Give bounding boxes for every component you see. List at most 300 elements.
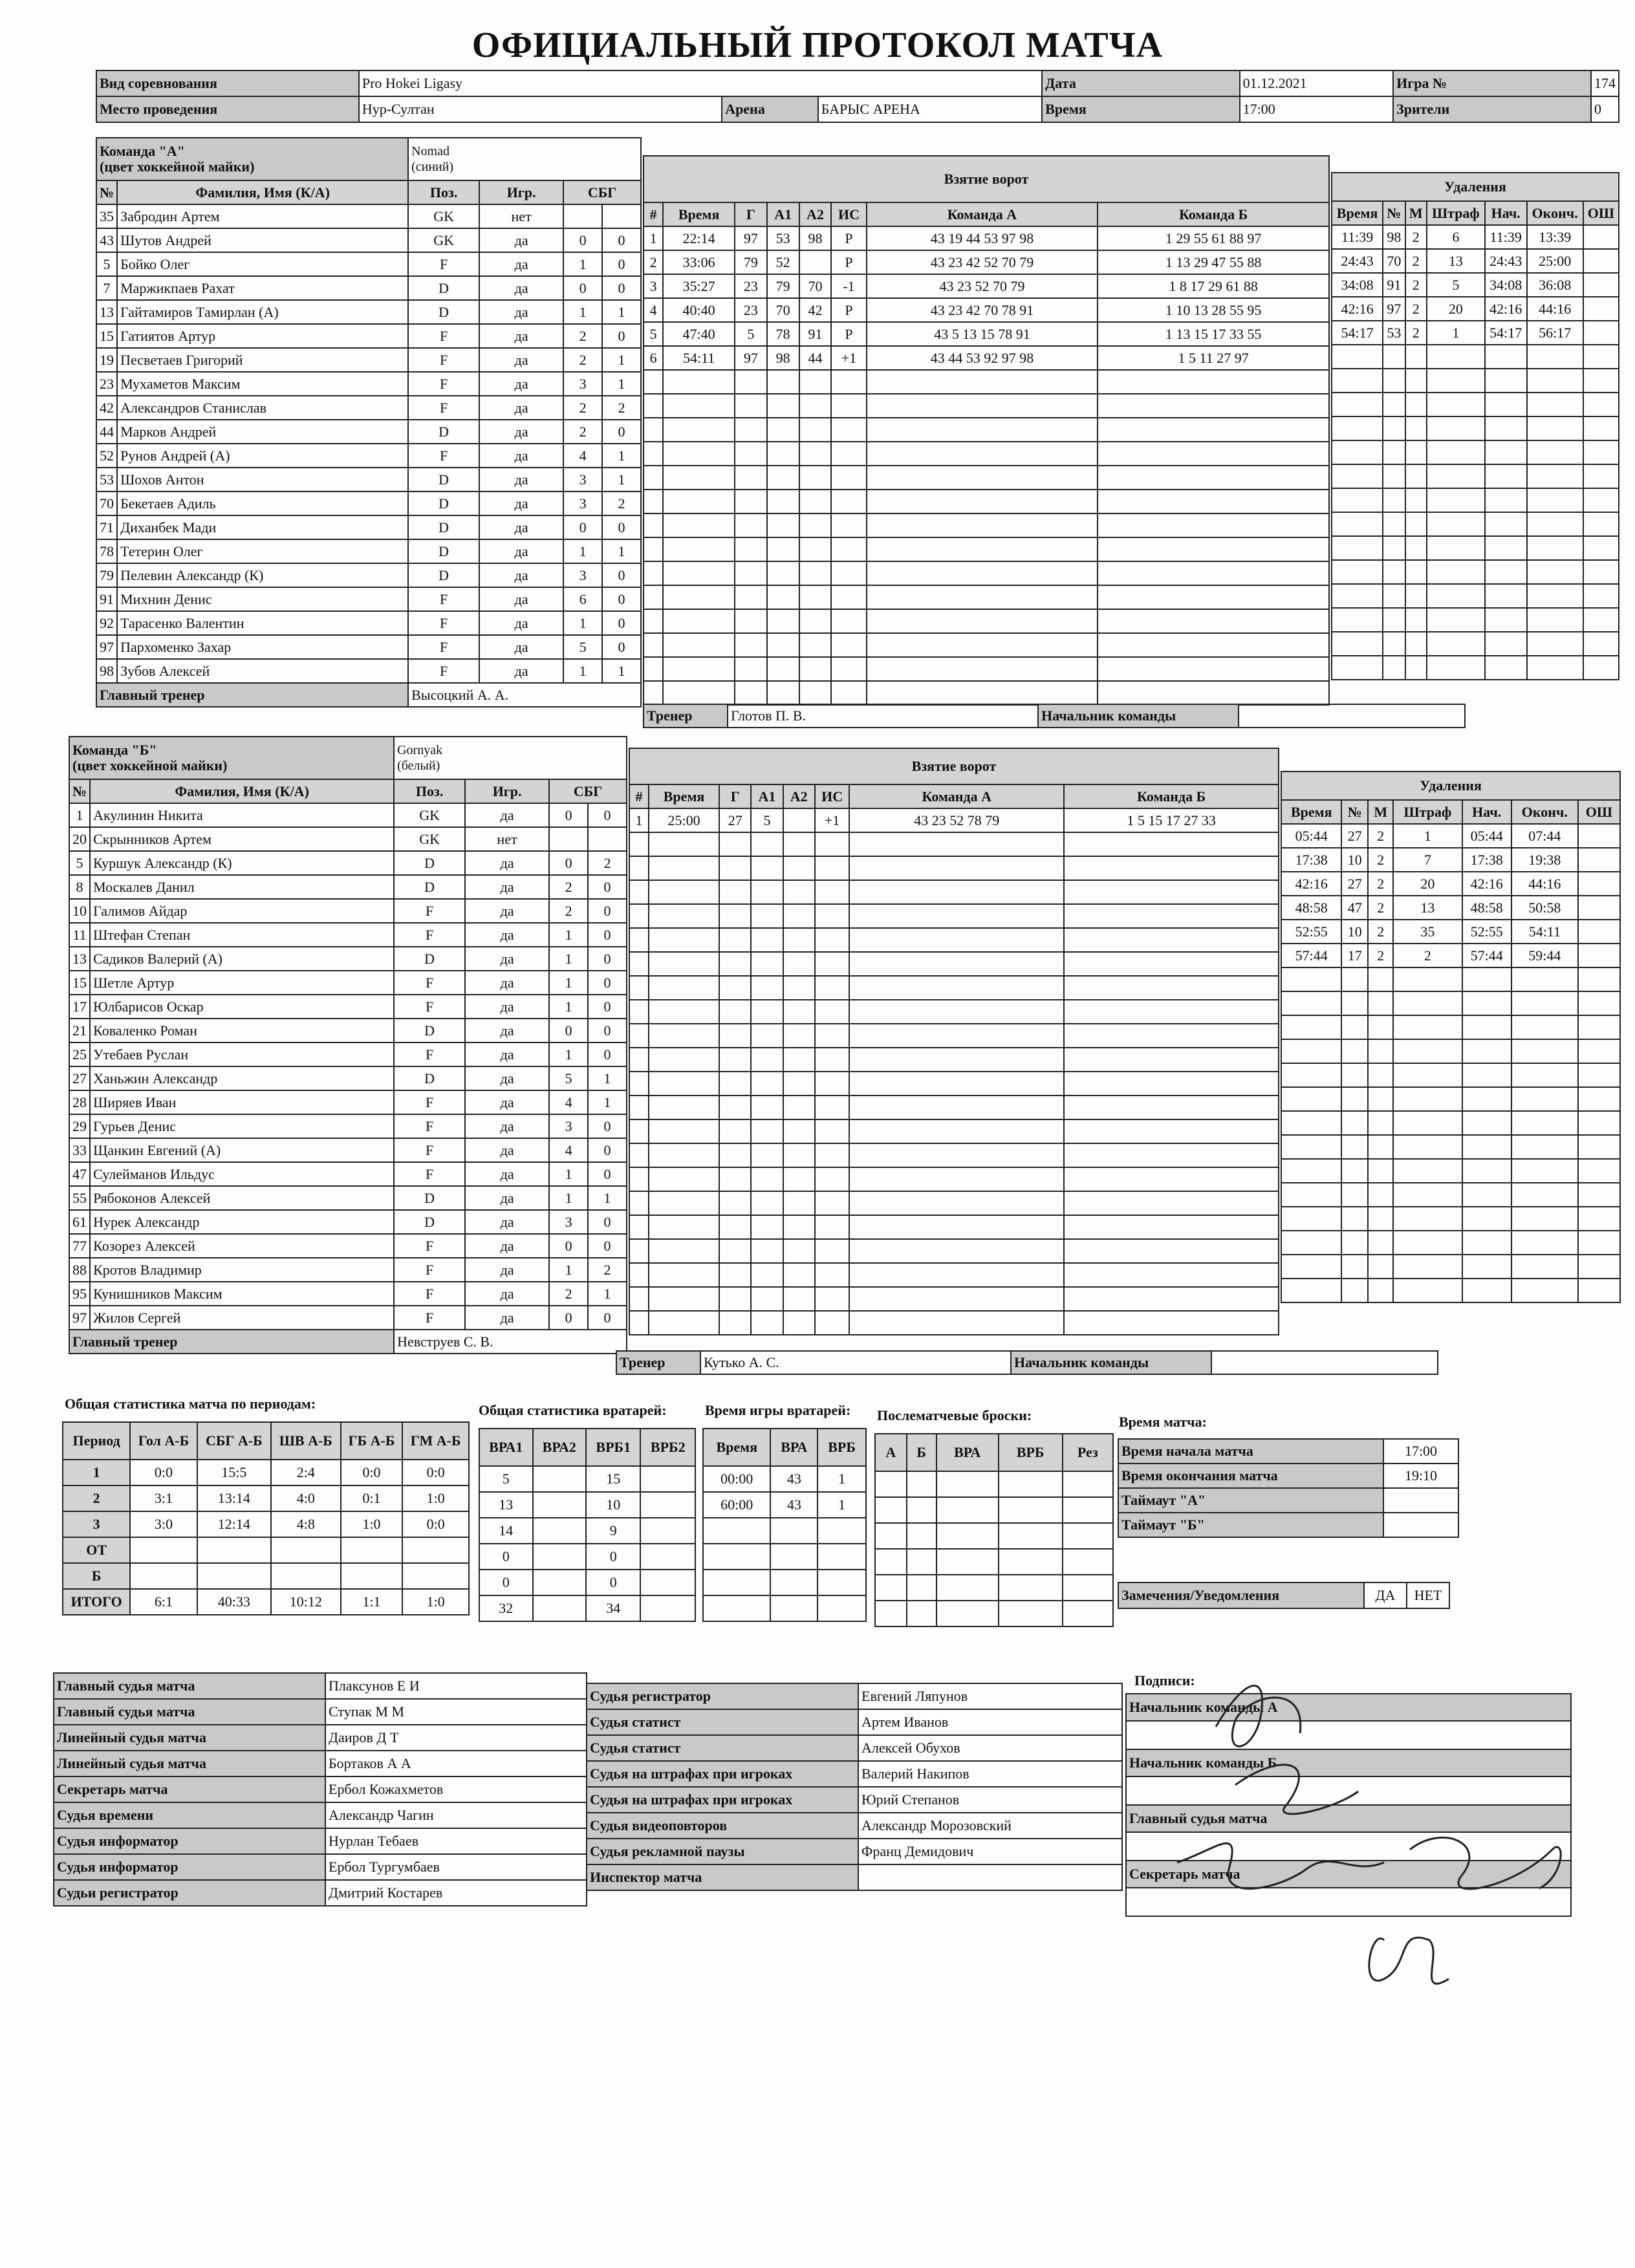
pen-num [1383,584,1405,608]
shootout-row [875,1497,1113,1523]
stats-cell: 40:33 [197,1589,271,1615]
pen-min [1405,488,1427,512]
player-name: Утебаев Руслан [90,1042,394,1066]
stats-cell [341,1537,403,1563]
stats-cell: 2 [63,1485,130,1511]
penalties-row [1332,632,1619,656]
player-sbg-extra: 1 [602,468,641,491]
goal-a1: 78 [767,322,799,346]
official-role: Главный судья матча [54,1699,325,1725]
player-played: да [465,1234,549,1258]
pen-code [1427,464,1485,488]
pen-min [1405,393,1427,416]
goal-team-a-line [849,952,1064,976]
player-sbg-extra: 0 [588,1306,627,1330]
shootout-row [875,1523,1113,1549]
player-number: 71 [96,515,117,539]
goal-team-b-line [1064,1000,1279,1024]
official-row [54,1725,587,1751]
goals-row [629,952,1279,976]
player-sbg: 3 [563,563,602,587]
goal-scorer [719,1048,751,1072]
timeout-a-label: Таймаут "А" [1118,1488,1383,1513]
team-a-penalties [1331,172,1619,680]
player-row [96,491,641,515]
team-b-goals [629,748,1279,1335]
pen-oph [1583,440,1619,464]
pen-start [1462,1087,1511,1111]
player-sbg: 1 [549,995,588,1019]
pen-oph [1583,608,1619,632]
goal-a2 [783,1096,815,1119]
shootout-cell [907,1601,937,1626]
col-sbg: СБГ [563,180,641,204]
official-row [587,1735,1122,1761]
notes-no[interactable]: НЕТ [1407,1582,1449,1608]
pen-end [1511,1063,1578,1087]
penalties-row [1281,1087,1620,1111]
goal-a1: 52 [767,250,799,274]
team-b-roster [69,736,627,1354]
goal-team-a-line [849,1096,1064,1119]
goalies-header: ВРА1 [479,1429,533,1466]
pen-start [1462,967,1511,991]
pen-num: 17 [1341,944,1368,967]
goalie_time-cell [770,1595,817,1621]
date-value: 01.12.2021 [1240,70,1393,96]
player-position: F [394,1090,465,1114]
stats-cell [130,1537,197,1563]
stats-cell [197,1537,271,1563]
pen-code [1393,1279,1462,1302]
official-row [587,1864,1122,1890]
goal-scorer [719,1024,751,1048]
pen-end [1527,416,1583,440]
player-sbg: 3 [549,1210,588,1234]
official-role: Судья статист [587,1709,858,1735]
player-played: да [465,1066,549,1090]
g-a1-b: А1 [751,784,783,808]
goal-a2 [783,1167,815,1191]
player-sbg: 2 [549,899,588,923]
arena-label: Арена [722,96,818,122]
official-role: Судьи регистратор [54,1880,325,1906]
official-role: Судья информатор [54,1828,325,1854]
goal-a1 [767,681,799,705]
signature-role: Начальник команды Б [1126,1749,1571,1777]
goal-a1 [767,609,799,633]
goal-a2 [783,952,815,976]
goal-scorer [719,1167,751,1191]
goal-time [663,657,735,681]
goals-row [629,1167,1279,1191]
goal-a2 [783,904,815,928]
stats-header: ГБ А-Б [341,1422,403,1460]
official-name: Дмитрий Костарев [325,1880,587,1906]
player-number: 15 [96,324,117,348]
pen-oph [1578,944,1620,967]
player-position: F [394,995,465,1019]
goal-a1: 79 [767,274,799,298]
goal-scorer: 27 [719,808,751,832]
player-sbg: 1 [549,1042,588,1066]
penalties-row [1332,369,1619,393]
pen-oph [1583,512,1619,536]
pen-start: 05:44 [1462,824,1511,848]
player-name: Маржикпаев Рахат [117,276,408,300]
goal-is [815,1000,850,1024]
player-position: GK [394,827,465,851]
penalties-row [1332,608,1619,632]
pen-oph [1583,584,1619,608]
goal-team-a-line: 43 23 52 70 79 [867,274,1098,298]
goal-num [629,1119,649,1143]
player-sbg-extra: 1 [602,372,641,396]
pen-start: 42:16 [1485,297,1527,321]
goal-a2 [783,1000,815,1024]
pen-start: 17:38 [1462,848,1511,872]
official-row [54,1673,587,1699]
pen-oph [1583,297,1619,321]
player-played: да [479,420,563,444]
goal-num [644,561,663,585]
player-played: да [479,635,563,659]
goal-time: 40:40 [663,298,735,322]
player-row [69,1306,627,1330]
team-a-staff [643,704,1466,728]
goal-a2 [799,561,832,585]
player-position: GK [408,204,479,228]
match-time-title: Время матча: [1119,1414,1207,1430]
goal-is [831,609,866,633]
goals-row [629,1311,1279,1335]
goal-team-a-line [849,1000,1064,1024]
goalie_time-cell [817,1544,866,1570]
goals-row [644,609,1329,633]
stats-cell: 0:0 [402,1460,469,1485]
goal-time [663,394,735,418]
goal-team-b-line [1064,1215,1279,1239]
stats-cell: Б [63,1563,130,1589]
pen-time [1281,1279,1341,1302]
player-name: Кунишников Максим [90,1282,394,1306]
col-num: № [96,180,117,204]
goal-time [649,1191,719,1215]
stats-cell: 1:1 [341,1589,403,1615]
player-sbg-extra: 0 [602,635,641,659]
goal-is [815,1072,850,1096]
g-ta: Команда А [867,202,1098,226]
goal-time [663,537,735,561]
goal-team-b-line [1064,952,1279,976]
player-number: 42 [96,396,117,420]
player-sbg: 4 [563,444,602,468]
player-sbg: 1 [563,539,602,563]
player-sbg: 0 [563,228,602,252]
goal-time [649,856,719,880]
pen-end [1527,512,1583,536]
player-name: Гурьев Денис [90,1114,394,1138]
goal-num [629,928,649,952]
goal-num [629,1072,649,1096]
player-row [69,923,627,947]
player-sbg: 2 [563,420,602,444]
shootout-cell [999,1523,1063,1549]
pen-num: 91 [1383,273,1405,297]
goal-a2 [783,1263,815,1287]
player-played: да [465,1042,549,1066]
player-sbg-extra: 1 [602,659,641,683]
player-name: Рунов Андрей (А) [117,444,408,468]
player-sbg-extra: 2 [602,396,641,420]
goal-is [815,856,850,880]
pen-time [1332,345,1383,369]
goals-row [644,513,1329,537]
pen-start: 42:16 [1462,872,1511,896]
pen-num [1383,656,1405,680]
player-position: D [394,875,465,899]
pen-start [1462,1111,1511,1135]
notes-label: Замечения/Уведомления [1118,1582,1364,1608]
jersey-label: (цвет хоккейной майки) [100,158,255,175]
pen-oph [1583,345,1619,369]
player-sbg-extra: 0 [588,803,627,827]
player-position: F [394,1282,465,1306]
pen-time: 52:55 [1281,920,1341,944]
goal-team-a-line [867,513,1098,537]
game-value: 174 [1591,70,1619,96]
official-role: Судья регистратор [587,1683,858,1709]
goalie_time-cell: 43 [770,1492,817,1518]
pen-min [1368,1135,1393,1159]
goal-a2 [783,832,815,856]
official-role: Судья статист [587,1735,858,1761]
timeout-b-label: Таймаут "Б" [1118,1513,1383,1537]
player-name: Галимов Айдар [90,899,394,923]
goal-team-b-line [1064,1048,1279,1072]
pen-min [1405,416,1427,440]
goal-scorer [735,561,767,585]
notes-yes[interactable]: ДА [1364,1582,1407,1608]
official-name: Валерий Накипов [858,1761,1122,1787]
goal-team-a-line [849,1239,1064,1263]
player-played: да [465,947,549,971]
goal-a1 [751,928,783,952]
team-b-section [69,736,1621,1383]
goal-num [629,1167,649,1191]
player-sbg-extra: 0 [588,1042,627,1066]
player-row [69,803,627,827]
team-b-staff [616,1350,1438,1375]
penalties-row [1281,920,1620,944]
spect-value: 0 [1591,96,1619,122]
player-position: F [394,1258,465,1282]
pen-code [1393,1015,1462,1039]
goal-team-a-line [849,856,1064,880]
goal-team-b-line: 1 8 17 29 61 88 [1098,274,1329,298]
goal-is [831,537,866,561]
goal-num: 2 [644,250,663,274]
goals-row [644,274,1329,298]
shootout-cell [1063,1601,1113,1626]
goal-a1 [767,442,799,466]
goal-team-b-line [1064,1191,1279,1215]
pen-num: 10 [1341,920,1368,944]
goal-is [815,1167,850,1191]
goal-team-b-line [1098,681,1329,705]
pen-oph [1583,273,1619,297]
goals-row [629,976,1279,1000]
pen-start [1485,393,1527,416]
goal-scorer: 23 [735,298,767,322]
pen-code [1427,608,1485,632]
penalties-row [1281,1231,1620,1255]
pen-end [1527,656,1583,680]
pen-start [1485,656,1527,680]
pen-code [1393,967,1462,991]
comp-label: Вид соревнования [96,70,359,96]
player-position: F [394,1114,465,1138]
pen-time [1332,393,1383,416]
stats-row [63,1485,469,1511]
stats-cell: 2:4 [271,1460,341,1485]
time-label: Время [1042,96,1239,122]
team-a-section [96,137,1619,724]
player-played: да [479,468,563,491]
goalies-cell [640,1466,695,1492]
goalies-cell: 5 [479,1466,533,1492]
goal-a2: 42 [799,298,832,322]
goal-is [831,394,866,418]
stats-header: Период [63,1422,130,1460]
goal-a2 [799,370,832,394]
player-sbg-extra: 0 [588,1162,627,1186]
goal-team-b-line [1064,856,1279,880]
pen-num [1383,393,1405,416]
player-number: 95 [69,1282,90,1306]
player-played: да [479,324,563,348]
p-start-b: Нач. [1462,800,1511,824]
pen-code [1427,656,1485,680]
goal-team-b-line [1098,633,1329,657]
pen-oph [1583,488,1619,512]
pen-time: 57:44 [1281,944,1341,967]
goal-num: 5 [644,322,663,346]
goal-time [649,1239,719,1263]
player-name: Шутов Андрей [117,228,408,252]
team-a-trainer-label: Тренер [644,704,728,728]
player-name: Тарасенко Валентин [117,611,408,635]
player-sbg-extra: 0 [602,515,641,539]
goal-num [629,1287,649,1311]
pen-code [1427,416,1485,440]
player-row [96,324,641,348]
signature-3 [1177,1837,1561,1888]
pen-num [1383,440,1405,464]
pen-time: 17:38 [1281,848,1341,872]
shootout-cell [907,1549,937,1575]
goal-scorer [719,1215,751,1239]
shootout-cell [875,1471,907,1497]
player-position: F [394,1234,465,1258]
goal-team-b-line [1064,928,1279,952]
goal-a1: 53 [767,226,799,250]
player-sbg [549,827,588,851]
pen-min [1405,345,1427,369]
signature-role: Секретарь матча [1126,1861,1571,1888]
player-sbg-extra: 0 [588,1114,627,1138]
pen-start: 57:44 [1462,944,1511,967]
stats-cell: 12:14 [197,1511,271,1537]
pen-end [1511,1015,1578,1039]
player-number: 52 [96,444,117,468]
penalties-row [1332,249,1619,273]
pen-oph [1583,464,1619,488]
goal-team-a-line [867,490,1098,513]
player-number: 55 [69,1186,90,1210]
player-played: да [479,300,563,324]
pen-min [1405,536,1427,560]
pen-min: 2 [1368,920,1393,944]
goal-team-b-line [1098,442,1329,466]
col-pos: Поз. [408,180,479,204]
player-row [69,1258,627,1282]
shootout-cell [1063,1497,1113,1523]
goal-a1 [751,1072,783,1096]
player-row [96,348,641,372]
player-played: да [479,348,563,372]
player-position: F [408,348,479,372]
player-sbg-extra: 0 [602,563,641,587]
goal-a2 [783,976,815,1000]
col-name-b: Фамилия, Имя (К/А) [90,779,394,803]
player-sbg: 0 [549,1234,588,1258]
goalies-cell [640,1518,695,1544]
pen-start: 48:58 [1462,896,1511,920]
goal-team-a-line [849,880,1064,904]
player-position: F [408,444,479,468]
stats-cell: 1 [63,1460,130,1485]
match-time [1118,1438,1459,1538]
pen-oph [1583,249,1619,273]
g-hash: # [644,202,663,226]
player-position: D [408,300,479,324]
goal-time [649,1119,719,1143]
shootout-cell [875,1549,907,1575]
goalies-row [479,1518,695,1544]
goal-scorer [735,394,767,418]
goal-a2 [799,657,832,681]
goal-scorer [719,1287,751,1311]
player-name: Гайтамиров Тамирлан (А) [117,300,408,324]
pen-start [1462,1015,1511,1039]
player-sbg: 0 [549,851,588,875]
goal-is [815,832,850,856]
goal-time: 33:06 [663,250,735,274]
goals-row [644,322,1329,346]
shootout-cell [937,1549,999,1575]
player-row [96,611,641,635]
goal-a1 [767,633,799,657]
official-name: Даиров Д Т [325,1725,587,1751]
goals-row [629,1072,1279,1096]
goal-team-a-line [849,1191,1064,1215]
official-name: Франц Демидович [858,1839,1122,1864]
col-num-b: № [69,779,90,803]
goal-num [629,1048,649,1072]
goal-a1 [767,418,799,442]
start-value: 17:00 [1383,1439,1458,1463]
